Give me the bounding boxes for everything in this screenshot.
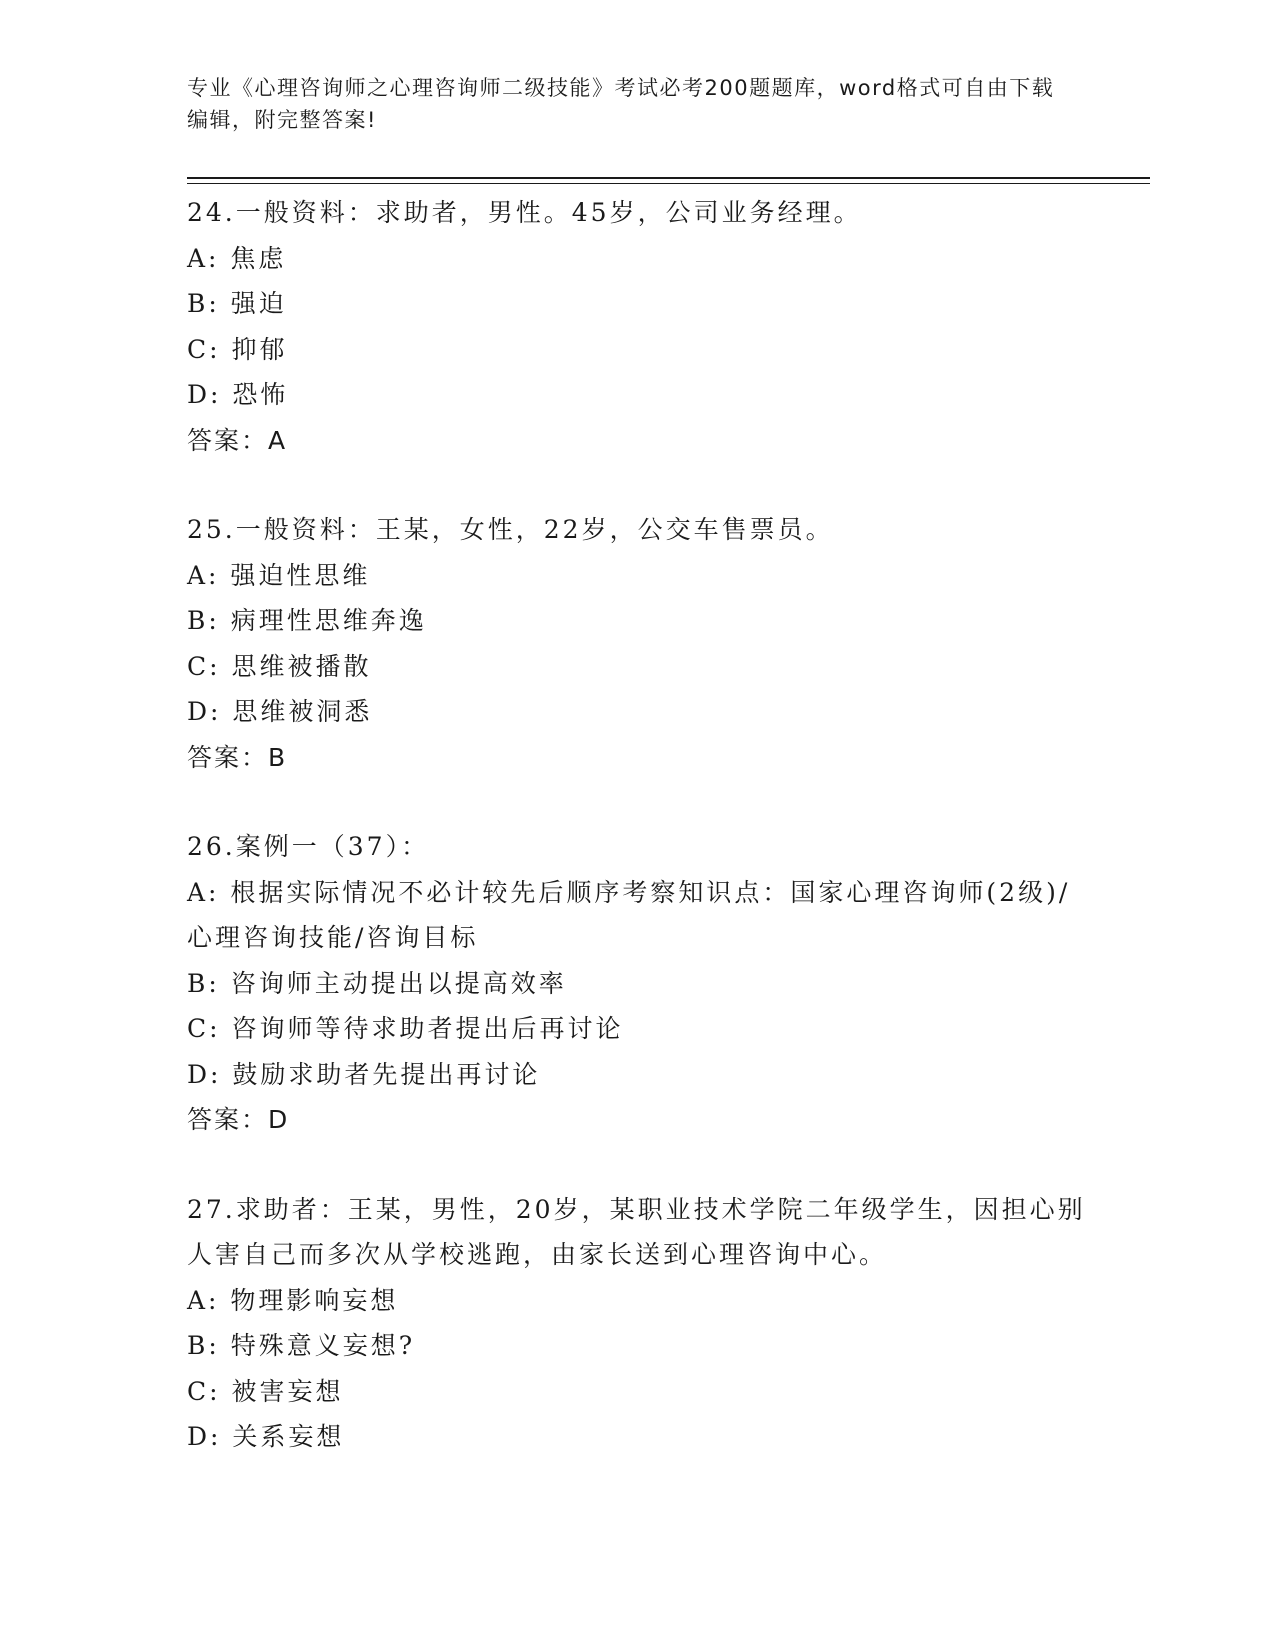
header-divider <box>187 177 1150 179</box>
header-divider-thin <box>187 183 1150 184</box>
option-a: A: 焦虑 <box>187 243 287 273</box>
document-intro: 专业《心理咨询师之心理咨询师二级技能》考试必考200题题库，word格式可自由下载编辑，附完整答案! <box>187 76 1055 132</box>
option-d: D: 恐怖 <box>187 380 289 409</box>
option-c: C: 被害妄想 <box>187 1376 344 1406</box>
question-stem: 26.案例一（37）： <box>187 832 430 861</box>
answer-label: 答案：D <box>187 1105 290 1134</box>
option-a: A: 强迫性思维 <box>187 560 371 590</box>
option-a: A: 物理影响妄想 <box>187 1285 399 1315</box>
question-26 <box>187 824 1087 1143</box>
option-b: B: 病理性思维奔逸 <box>187 606 427 635</box>
option-c: C: 抑郁 <box>187 334 288 364</box>
question-stem: 24.一般资料：求助者，男性。45岁，公司业务经理。 <box>187 198 862 227</box>
option-a: A: 根据实际情况不必计较先后顺序考察知识点：国家心理咨询师(2级)/心理咨询技能/咨询目标 <box>187 877 1071 952</box>
option-b: B: 特殊意义妄想? <box>187 1331 416 1360</box>
option-c: C: 咨询师等待求助者提出后再讨论 <box>187 1014 624 1043</box>
option-b: B: 咨询师主动提出以提高效率 <box>187 968 567 998</box>
answer-label: 答案：A <box>187 425 288 455</box>
option-b: B: 强迫 <box>187 289 287 318</box>
option-d: D: 思维被洞悉 <box>187 697 373 726</box>
option-c: C: 思维被播散 <box>187 651 372 681</box>
question-stem: 25.一般资料：王某，女性，22岁，公交车售票员。 <box>187 515 834 544</box>
option-d: D: 鼓励求助者先提出再讨论 <box>187 1059 541 1089</box>
question-24 <box>187 190 1087 463</box>
question-list <box>187 190 1087 1504</box>
answer-label: 答案：B <box>187 742 288 772</box>
question-27 <box>187 1187 1087 1460</box>
option-d: D: 关系妄想 <box>187 1422 345 1451</box>
question-25 <box>187 507 1087 780</box>
question-stem: 27.求助者：王某，男性，20岁，某职业技术学院二年级学生，因担心别人害自己而多次从学校逃跑，由家长送到心理咨询中心。 <box>187 1194 1086 1269</box>
